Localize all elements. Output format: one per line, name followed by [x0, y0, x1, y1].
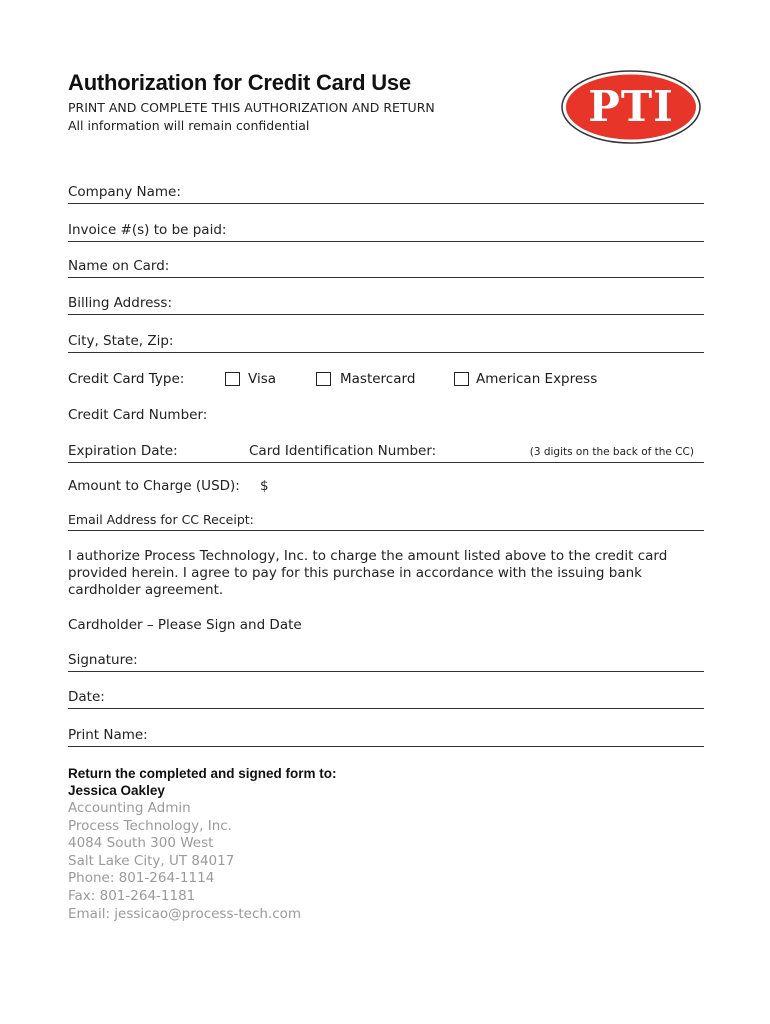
form-subtitle	[68, 99, 435, 135]
name-on-card-field[interactable]	[68, 256, 704, 278]
pti-logo	[561, 70, 701, 144]
american-express-checkbox[interactable]	[454, 372, 469, 386]
visa-checkbox[interactable]	[225, 372, 240, 386]
print-name-label: Print Name:	[68, 727, 148, 743]
contact-email: Email: jessicao@process-tech.com	[68, 905, 302, 922]
mastercard-label: Mastercard	[340, 371, 416, 387]
subtitle-confidential: All information will remain confidential	[68, 118, 310, 133]
city-state-zip-field[interactable]	[68, 331, 704, 353]
date-field[interactable]	[68, 687, 704, 709]
date-label: Date:	[68, 689, 105, 705]
form-title: Authorization for Credit Card Use	[68, 70, 411, 95]
authorization-statement: I authorize Process Technology, Inc. to charge the amount listed above to the credit card provided herein. I agree to pay for this purchase in accordance with the issuing bank cardholder agreement.	[68, 548, 668, 598]
company-name-field[interactable]	[68, 182, 704, 204]
card-number-field[interactable]	[68, 404, 704, 426]
currency-symbol: $	[260, 478, 269, 494]
email-label: Email Address for CC Receipt:	[68, 512, 254, 527]
return-heading: Return the completed and signed form to:	[68, 766, 337, 781]
expiration-label: Expiration Date:	[68, 443, 178, 459]
signature-field[interactable]	[68, 650, 704, 672]
contact-name: Jessica Oakley	[68, 783, 165, 798]
contact-company: Process Technology, Inc.	[68, 817, 232, 834]
signature-section-heading: Cardholder – Please Sign and Date	[68, 617, 302, 633]
cid-note: (3 digits on the back of the CC)	[529, 446, 694, 458]
subtitle-instruction: PRINT AND COMPLETE THIS AUTHORIZATION AND RETURN	[68, 100, 435, 115]
billing-address-field[interactable]	[68, 293, 704, 315]
card-type-label: Credit Card Type:	[68, 371, 185, 387]
amount-label: Amount to Charge (USD):	[68, 478, 240, 494]
amount-field[interactable]	[68, 475, 704, 497]
contact-fax: Fax: 801-264-1181	[68, 887, 196, 904]
mastercard-checkbox[interactable]	[316, 372, 331, 386]
expiration-cid-row	[68, 441, 704, 463]
billing-address-label: Billing Address:	[68, 295, 172, 311]
name-on-card-label: Name on Card:	[68, 258, 170, 274]
signature-label: Signature:	[68, 652, 138, 668]
contact-phone: Phone: 801-264-1114	[68, 870, 215, 887]
invoice-label: Invoice #(s) to be paid:	[68, 222, 227, 238]
logo-text: PTI	[588, 82, 674, 131]
return-instructions	[68, 765, 337, 799]
city-state-zip-label: City, State, Zip:	[68, 333, 174, 349]
card-type-row	[68, 370, 704, 392]
american-express-label: American Express	[476, 371, 598, 387]
visa-label: Visa	[248, 371, 276, 387]
contact-details	[68, 800, 301, 923]
email-field[interactable]	[68, 509, 704, 531]
contact-street: 4084 South 300 West	[68, 835, 214, 852]
contact-city: Salt Lake City, UT 84017	[68, 852, 235, 869]
company-name-label: Company Name:	[68, 184, 181, 200]
invoice-field[interactable]	[68, 220, 704, 242]
contact-title: Accounting Admin	[68, 800, 191, 816]
card-number-label: Credit Card Number:	[68, 407, 208, 423]
cid-label: Card Identification Number:	[249, 443, 437, 459]
print-name-field[interactable]	[68, 725, 704, 747]
